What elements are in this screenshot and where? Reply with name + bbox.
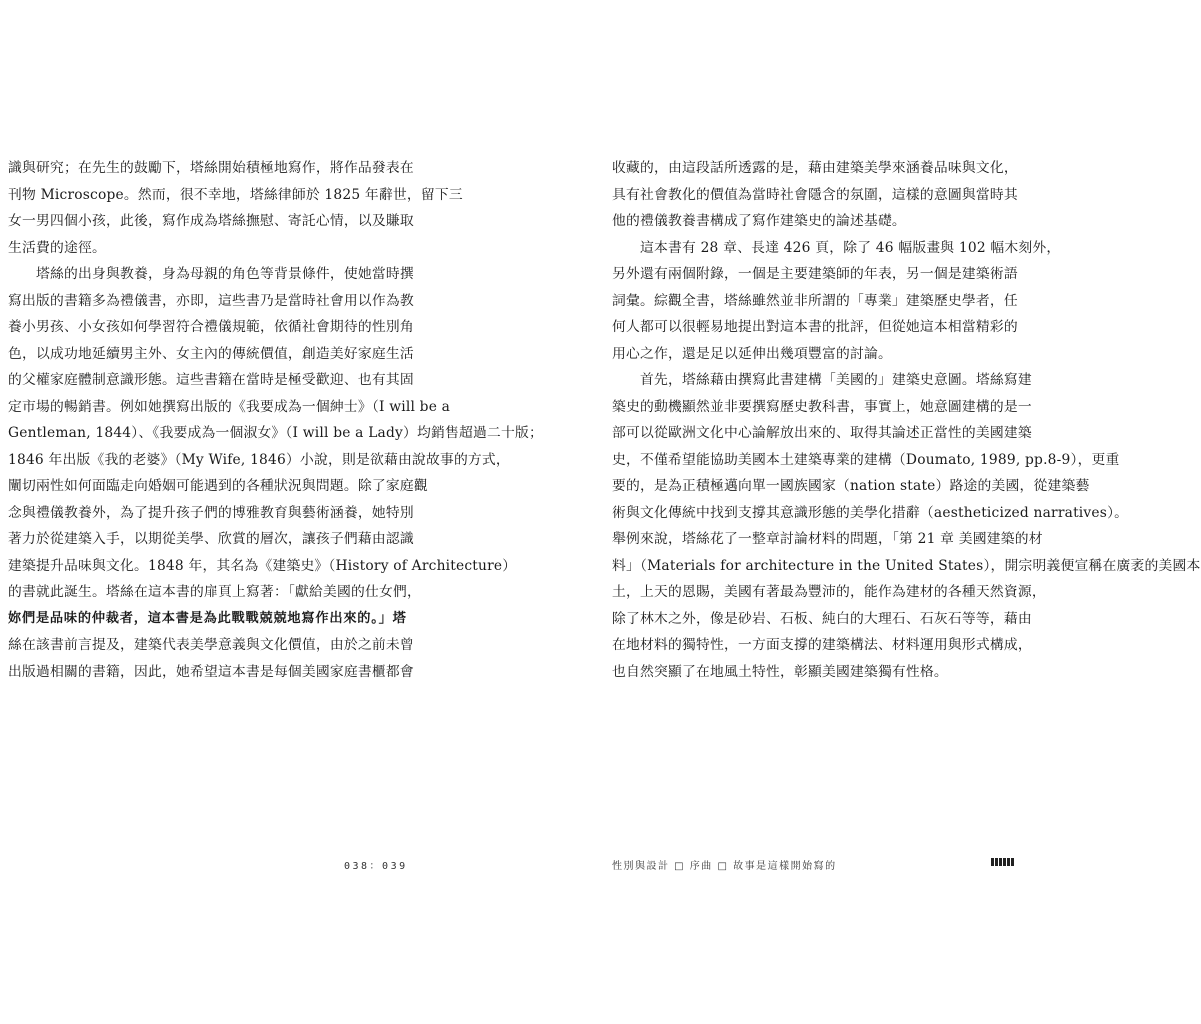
text-line: 的書就此誕生。塔絲在這本書的扉頁上寫著：「獻給美國的仕女們， xyxy=(8,584,422,600)
text-line: 部可以從歐洲文化中心論解放出來的、取得其論述正當性的美國建築 xyxy=(612,425,1032,441)
text-line: 定市場的暢銷書。例如她撰寫出版的《我要成為一個紳士》（I will be a xyxy=(8,398,451,415)
text-line: 土，上天的恩賜，美國有著最為豐沛的，能作為建材的各種天然資源， xyxy=(612,584,1046,600)
paragraph-start: 首先，塔絲藉由撰寫此書建構「美國的」建築史意圖。塔絲寫建 xyxy=(640,372,1032,388)
text-line: 要的，是為正積極邁向單一國族國家（nation state）路途的美國，從建築藝 xyxy=(612,478,1090,494)
text-line: 詞彙。綜觀全書，塔絲雖然並非所謂的「專業」建築歷史學者，任 xyxy=(612,292,1018,309)
dedication-quote: 妳們是品味的仲裁者，這本書是為此戰戰兢兢地寫作出來的。」塔 xyxy=(8,610,406,626)
right-page xyxy=(612,155,1201,685)
text-line: 的父權家庭體制意識形態。這些書籍在當時是極受歡迎、也有其固 xyxy=(8,372,414,388)
text-line: 養小男孩、小女孩如何學習符合禮儀規範，依循社會期待的性別角 xyxy=(8,319,414,335)
text-line: 除了林木之外，像是砂岩、石板、純白的大理石、石灰石等等，藉由 xyxy=(612,610,1032,627)
text-line: 女一男四個小孩，此後，寫作成為塔絲撫慰、寄託心情，以及賺取 xyxy=(8,213,414,229)
text-line: 生活費的途徑。 xyxy=(8,239,106,256)
text-line: 也自然突顯了在地風土特性，彰顯美國建築獨有性格。 xyxy=(612,663,948,680)
text-line: 收藏的，由這段話所透露的是，藉由建築美學來涵養品味與文化， xyxy=(612,160,1018,176)
text-line: 他的禮儀教養書構成了寫作建築史的論述基礎。 xyxy=(612,213,906,229)
text-line: 建築提升品味與文化。1848 年，其名為《建築史》（History of Architecture） xyxy=(8,557,517,574)
text-line: 闡切兩性如何面臨走向婚姻可能遇到的各種狀況與問題。除了家庭觀 xyxy=(8,478,428,494)
text-line: 念與禮儀教養外，為了提升孩子們的博雅教育與藝術涵養，她特別 xyxy=(8,504,414,521)
text-line: 舉例來說，塔絲花了一整章討論材料的問題，「第 21 章 美國建築的材 xyxy=(612,531,1043,547)
paragraph-start: 這本書有 28 章、長達 426 頁，除了 46 幅版畫與 102 幅木刻外， xyxy=(640,239,1061,256)
text-line: 另外還有兩個附錄，一個是主要建築師的年表，另一個是建築術語 xyxy=(612,266,1018,282)
text-line: 用心之作，還是足以延伸出幾項豐富的討論。 xyxy=(612,345,892,362)
page-numbers: 038：039 xyxy=(344,861,408,872)
text-line: 史，不僅希望能協助美國本土建築專業的建構（Doumato, 1989, pp.8-9），更重 xyxy=(612,451,1120,468)
text-line: 料」（Materials for architecture in the United States），開宗明義便宣稱在廣袤的美國本 xyxy=(612,557,1201,574)
text-line: 何人都可以很輕易地提出對這本書的批評，但從她這本相當精彩的 xyxy=(612,319,1018,335)
text-line: 出版過相關的書籍，因此，她希望這本書是每個美國家庭書櫃都會 xyxy=(8,663,414,680)
text-line: Gentleman, 1844）、《我要成為一個淑女》（I will be a Lady）均銷售超過二十版； xyxy=(8,425,543,441)
text-line: 色，以成功地延續男主外、女主內的傳統價值，創造美好家庭生活 xyxy=(8,345,414,362)
text-line: 絲在該書前言提及，建築代表美學意義與文化價值，由於之前未曾 xyxy=(8,637,414,653)
chapter-marker-icon xyxy=(991,858,1014,866)
text-line: 著力於從建築入手，以期從美學、欣賞的層次，讓孩子們藉由認識 xyxy=(8,531,414,547)
paragraph-start: 塔絲的出身與教養，身為母親的角色等背景條件，使她當時撰 xyxy=(36,266,414,282)
text-line: 築史的動機顯然並非要撰寫歷史教科書，事實上，她意圖建構的是一 xyxy=(612,398,1032,415)
text-line: 1846 年出版《我的老婆》（My Wife, 1846）小說，則是欲藉由說故事的方式， xyxy=(8,451,510,468)
text-line: 在地材料的獨特性，一方面支撐的建築構法、材料運用與形式構成， xyxy=(612,637,1032,653)
text-line: 術與文化傳統中找到支撐其意識形態的美學化措辭（aestheticized narratives）。 xyxy=(612,504,1129,521)
text-line: 刊物 Microscope。然而，很不幸地，塔絲律師於 1825 年辭世，留下三 xyxy=(8,186,463,203)
text-line: 具有社會教化的價值為當時社會隱含的氛圍，這樣的意圖與當時其 xyxy=(612,186,1018,203)
running-head: 性別與設計 □ 序曲 □ 故事是這樣開始寫的 xyxy=(612,861,837,872)
text-line: 寫出版的書籍多為禮儀書，亦即，這些書乃是當時社會用以作為教 xyxy=(8,292,414,309)
left-page xyxy=(8,155,543,685)
text-line: 識與研究；在先生的鼓勵下，塔絲開始積極地寫作，將作品發表在 xyxy=(8,160,414,176)
